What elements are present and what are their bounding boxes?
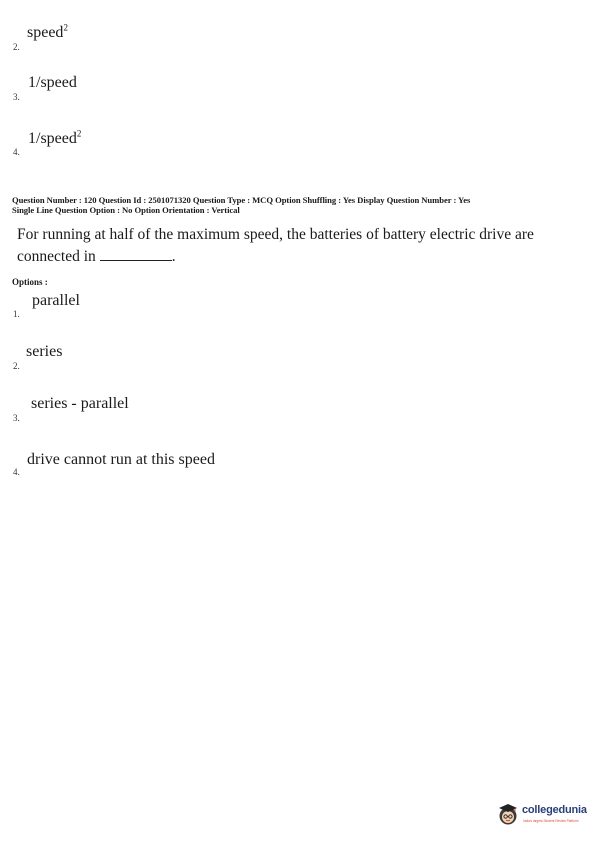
graduate-mascot-icon — [496, 802, 520, 826]
option-2-text: series — [26, 343, 63, 360]
option-3-number: 3. — [13, 413, 20, 423]
option-1-number: 1. — [13, 309, 20, 319]
question-meta-line2: Single Line Question Option : No Option Orientation : Vertical — [12, 205, 240, 215]
prev-option-2-text: speed$^2$ — [27, 22, 68, 41]
collegedunia-logo — [496, 800, 591, 830]
option-3-text: series - parallel — [31, 395, 129, 412]
question-meta-line1: Question Number : 120 Question Id : 2501071320 Question Type : MCQ Option Shuffling : Yes Display Question Number : Yes — [12, 195, 471, 205]
options-label: Options : — [12, 277, 48, 287]
option-1-text: parallel — [32, 292, 80, 309]
prev-option-3-number: 3. — [13, 92, 20, 102]
prev-option-3-text: 1/speed — [28, 74, 77, 91]
option-2-number: 2. — [13, 361, 20, 371]
logo-tagline: India's largest Student Review Platform — [523, 819, 579, 823]
prev-option-4-number: 4. — [13, 147, 20, 157]
prev-option-2-number: 2. — [13, 42, 20, 52]
option-4-number: 4. — [13, 467, 20, 477]
answer-blank — [100, 248, 172, 261]
prev-option-4-text: 1/speed$^2$ — [28, 128, 82, 147]
option-4-text: drive cannot run at this speed — [27, 451, 215, 468]
question-text: For running at half of the maximum speed, the batteries of battery electric drive are connected in . — [17, 226, 534, 265]
logo-wordmark: collegedunia — [522, 804, 587, 816]
